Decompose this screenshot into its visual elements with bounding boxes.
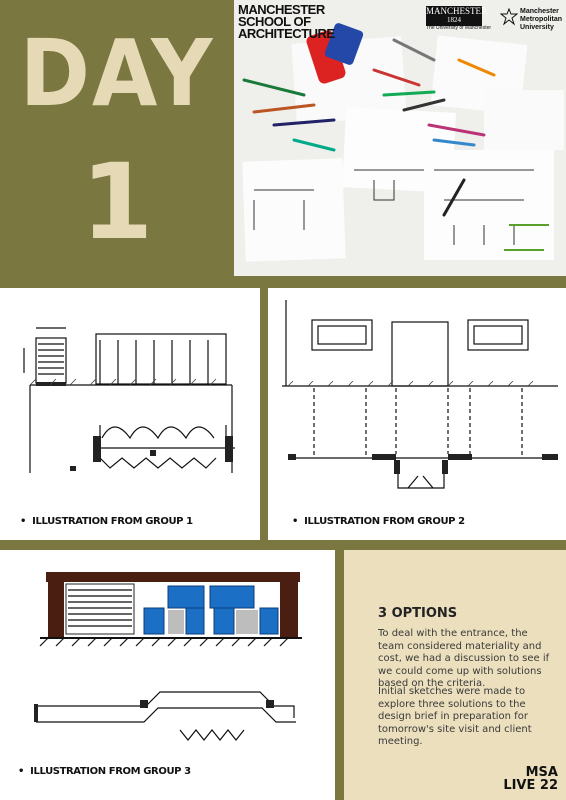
msa-logo: MANCHESTER SCHOOL OF ARCHITECTURE: [238, 2, 335, 41]
options-paragraph-1: To deal with the entrance, the team considered materiality and cost, we had a discussion to see if we could come up with solutions based on the criteria.: [378, 628, 550, 689]
group1-panel: [0, 288, 260, 540]
photo-sketch-drawing: [234, 0, 566, 276]
group2-sketch: [268, 288, 566, 508]
uom-logo-subtitle: The University of Manchester: [426, 25, 492, 31]
group2-caption-text: ILLUSTRATION FROM GROUP 2: [304, 516, 465, 527]
group3-panel: [0, 550, 335, 800]
workshop-photo: [234, 0, 566, 276]
msa-live-logo: [503, 766, 558, 792]
group3-sketch: [0, 550, 335, 760]
group3-caption-text: ILLUSTRATION FROM GROUP 3: [30, 766, 191, 777]
uom-logo: [426, 6, 488, 26]
group1-sketch: [0, 288, 260, 508]
mmu-logo-text: Manchester Metropolitan University: [520, 8, 562, 31]
options-text-box: [344, 550, 566, 800]
msa-live-line2: LIVE 22: [503, 778, 558, 793]
day-title: DAY: [19, 20, 215, 127]
mmu-logo: [500, 8, 566, 32]
group2-caption: • ILLUSTRATION FROM GROUP 2: [292, 516, 465, 527]
options-title: 3 OPTIONS: [378, 606, 458, 621]
options-paragraph-2: Initial sketches were made to explore three solutions to the design brief in preparation for tomorrow's site visit and client meeting.: [378, 686, 532, 747]
group2-panel: [268, 288, 566, 540]
group3-caption: • ILLUSTRATION FROM GROUP 3: [18, 766, 191, 777]
group1-caption: • ILLUSTRATION FROM GROUP 1: [20, 516, 193, 527]
uom-logo-name: MANCHESTER: [426, 6, 488, 16]
uom-logo-year: 1824: [447, 16, 461, 24]
group1-caption-text: ILLUSTRATION FROM GROUP 1: [32, 516, 193, 527]
mmu-emblem-icon: [500, 8, 518, 26]
day-number: 1: [80, 141, 154, 263]
msa-live-line1: MSA: [525, 765, 558, 780]
